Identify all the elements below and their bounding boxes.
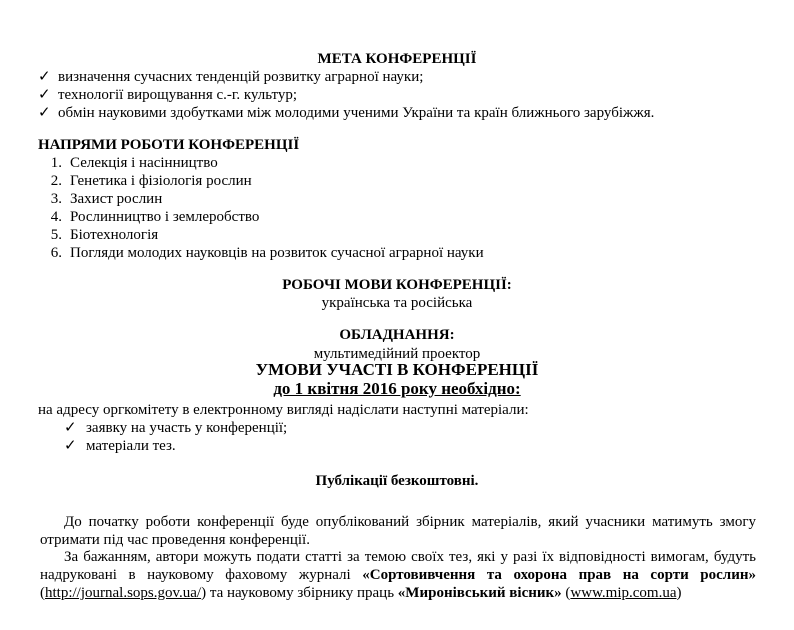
- checkmark-icon: ✓: [38, 105, 51, 121]
- conditions-deadline: до 1 квітня 2016 року необхідно:: [273, 379, 521, 398]
- conditions-intro: на адресу оргкомітету в електронному вигляді надіслати наступні матеріали:: [38, 402, 529, 418]
- direction-item: 2. Генетика і фізіологія рослин: [50, 173, 252, 189]
- checkmark-icon: ✓: [38, 87, 51, 103]
- collection-link[interactable]: www.mip.com.ua: [570, 585, 677, 601]
- publication-note: Публікації безкоштовні.: [315, 473, 479, 489]
- languages-title: РОБОЧІ МОВИ КОНФЕРЕНЦІЇ:: [282, 277, 512, 293]
- conditions-item: ✓ заявку на участь у конференції;: [64, 420, 288, 436]
- publication-paragraph-2: За бажанням, автори можуть подати статті за темою своїх тез, які у разі їх відповідності вимогам, будуть надруковані в науковому фаховому журналі «Сортовивчення та охорона прав на сорти рослин» (http://journal.sops.gov.ua/) та науковому збірнику праць «Миронівський вісник» (www.mip.com.ua): [40, 549, 756, 601]
- direction-item: 3. Захист рослин: [50, 191, 163, 207]
- goal-item: ✓ визначення сучасних тенденцій розвитку аграрної науки;: [38, 69, 424, 85]
- publication-paragraph-1: До початку роботи конференції буде опублікований збірник матеріалів, який учасники матимуть змогу отримати під час проведення конференції.: [40, 514, 756, 548]
- direction-item: 4. Рослинництво і землеробство: [50, 209, 260, 225]
- equipment-value: мультимедійний проектор: [313, 346, 481, 362]
- directions-title: НАПРЯМИ РОБОТИ КОНФЕРЕНЦІЇ: [38, 137, 300, 153]
- goal-item: ✓ технології вирощування с.-г. культур;: [38, 87, 298, 103]
- direction-item: 5. Біотехнологія: [50, 227, 159, 243]
- goal-item: ✓ обмін науковими здобутками між молодими ученими України та країн ближнього зарубіжжя.: [38, 105, 655, 121]
- languages-value: українська та російська: [321, 295, 473, 311]
- goal-title: МЕТА КОНФЕРЕНЦІЇ: [317, 51, 477, 67]
- equipment-title: ОБЛАДНАННЯ:: [339, 327, 455, 343]
- conditions-title: УМОВИ УЧАСТІ В КОНФЕРЕНЦІЇ: [255, 360, 539, 379]
- collection-name: «Миронівський вісник»: [397, 585, 562, 601]
- conditions-item: ✓ матеріали тез.: [64, 438, 176, 454]
- journal-link[interactable]: http://journal.sops.gov.ua/: [45, 585, 202, 601]
- checkmark-icon: ✓: [64, 420, 77, 436]
- direction-item: 1. Селекція і насінництво: [50, 155, 218, 171]
- checkmark-icon: ✓: [38, 69, 51, 85]
- journal-name: «Сортовивчення та охорона прав на сорти рослин»: [362, 567, 756, 583]
- direction-item: 6. Погляди молодих науковців на розвиток сучасної аграрної науки: [50, 245, 484, 261]
- checkmark-icon: ✓: [64, 438, 77, 454]
